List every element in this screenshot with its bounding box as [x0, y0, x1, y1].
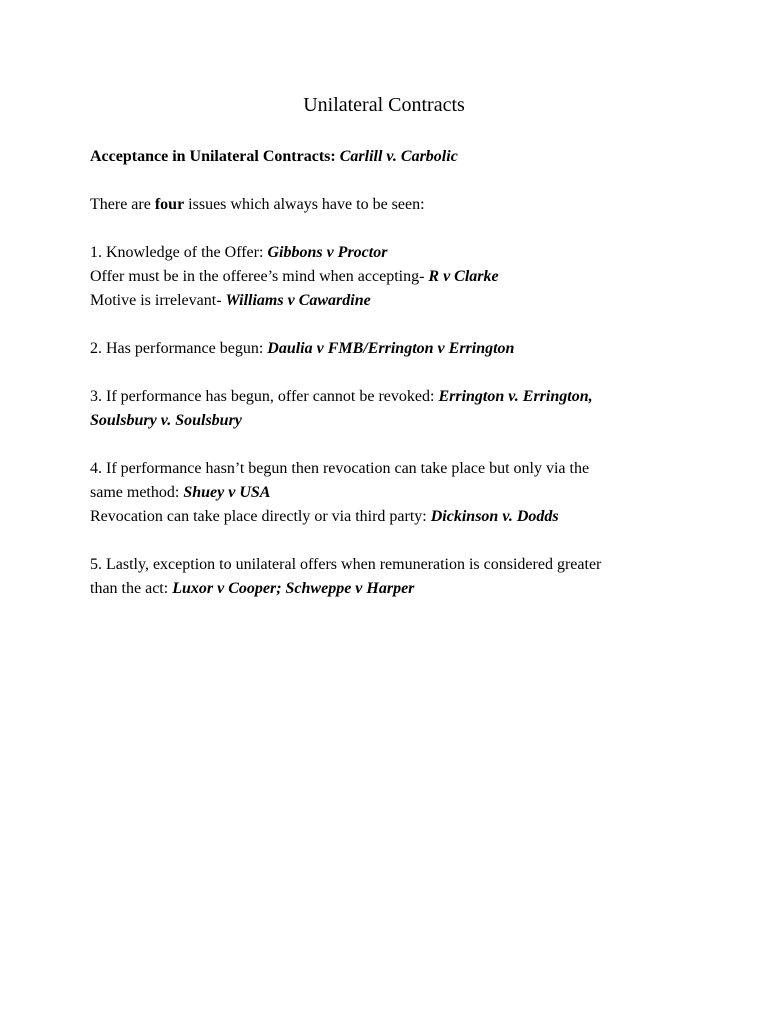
- subheading-label: Acceptance in Unilateral Contracts:: [90, 148, 336, 165]
- point5-line1: [90, 553, 601, 577]
- point2-line: [90, 337, 514, 361]
- point2-text: 2. Has performance begun:: [90, 340, 264, 357]
- point4-line1: [90, 457, 589, 481]
- point1-line2-case: R v Clarke: [428, 268, 499, 285]
- point1-text: 1. Knowledge of the Offer:: [90, 244, 264, 261]
- point4-line3: [90, 505, 559, 529]
- point3-line2-case: Soulsbury v. Soulsbury: [90, 412, 242, 429]
- intro-line: [90, 193, 425, 217]
- intro-suffix: issues which always have to be seen:: [188, 196, 425, 213]
- point5-line2-text: than the act:: [90, 580, 169, 597]
- point1-line2-text: Offer must be in the offeree’s mind when accepting-: [90, 268, 425, 285]
- point3-case: Errington v. Errington,: [438, 388, 593, 405]
- point4-line3-case: Dickinson v. Dodds: [430, 508, 559, 525]
- point1-case: Gibbons v Proctor: [267, 244, 388, 261]
- point4-line2: [90, 481, 270, 505]
- subheading-case: Carlill v. Carbolic: [339, 148, 458, 165]
- subheading: [90, 145, 458, 169]
- intro-prefix: There are: [90, 196, 151, 213]
- point1-line2: [90, 265, 499, 289]
- intro-emphasis: four: [154, 196, 185, 213]
- point4-line3-text: Revocation can take place directly or via third party:: [90, 508, 427, 525]
- point3-line1: [90, 385, 593, 409]
- point5-text: 5. Lastly, exception to unilateral offers when remuneration is considered greater: [90, 556, 602, 573]
- point3-line2: [90, 409, 242, 433]
- point4-line2-text: same method:: [90, 484, 180, 501]
- document-title: Unilateral Contracts: [303, 94, 465, 116]
- point1-line3-case: Williams v Cawardine: [225, 292, 371, 309]
- point4-line2-case: Shuey v USA: [183, 484, 271, 501]
- point1-line3: [90, 289, 371, 313]
- point1-line3-text: Motive is irrelevant-: [90, 292, 222, 309]
- point4-text: 4. If performance hasn’t begun then revocation can take place but only via the: [90, 460, 590, 477]
- point5-line2: [90, 577, 414, 601]
- point1-line1: [90, 241, 387, 265]
- point3-text: 3. If performance has begun, offer cannot be revoked:: [90, 388, 435, 405]
- point5-line2-case: Luxor v Cooper; Schweppe v Harper: [172, 580, 415, 597]
- point2-case: Daulia v FMB/Errington v Errington: [267, 340, 515, 357]
